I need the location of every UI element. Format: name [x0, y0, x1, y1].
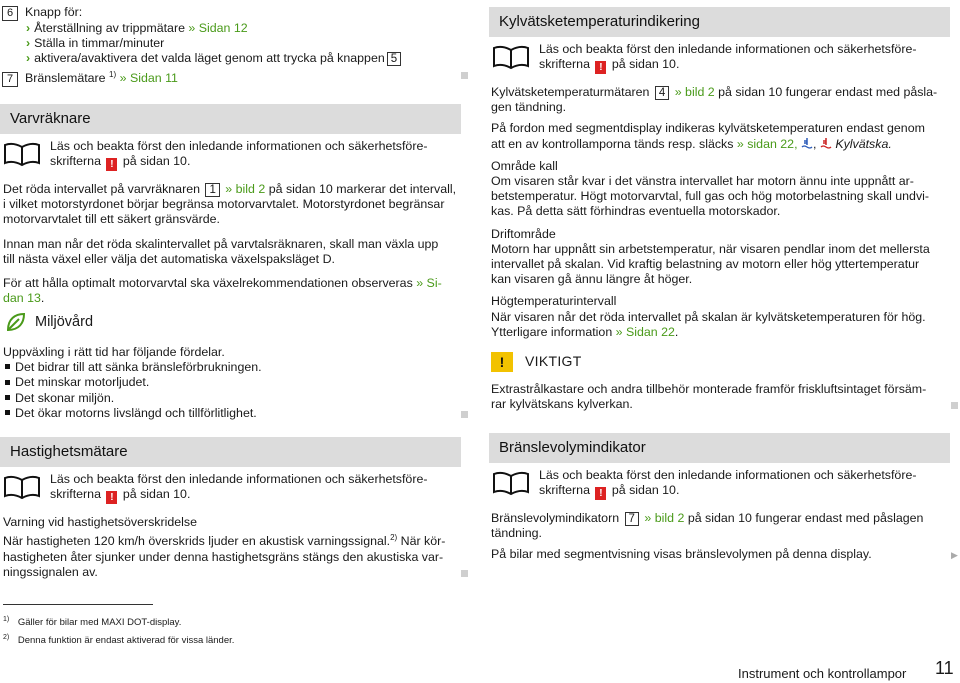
notice-text: Läs och beakta först den inledande informationen och säkerhetsföre- — [539, 468, 917, 482]
page-link[interactable]: » sidan 22, — [736, 136, 798, 151]
body-text: på sidan 10 markerar det intervall, — [268, 182, 457, 196]
hastighet-body — [3, 515, 468, 580]
section-end-marker — [951, 402, 958, 409]
body-text: Det röda intervallet på varvräknaren — [3, 182, 200, 196]
page-number: 11 — [935, 658, 954, 678]
section-heading-bransle: Bränslevolymindikator — [489, 433, 950, 463]
bullet — [5, 395, 10, 400]
chevron-right-icon: › — [26, 36, 31, 50]
body-text: kas. På detta sätt förhindras eventuella motorskador. — [491, 204, 781, 219]
legend-key-7: 7 — [2, 72, 18, 87]
figure-ref-box: 4 — [655, 86, 669, 100]
page-link[interactable]: » Sidan 22 — [615, 324, 675, 339]
caution-icon: ! — [491, 352, 513, 372]
notice-text: Läs och beakta först den inledande informationen och säkerhetsföre- — [50, 472, 428, 486]
body-text: När kör- — [400, 534, 446, 549]
section-end-marker — [461, 72, 468, 79]
subheading: Varning vid hastighetsöverskridelse — [3, 515, 197, 529]
footer-section-title: Instrument och kontrollampor — [738, 666, 907, 681]
warning-icon: ! — [595, 61, 606, 74]
warning-icon: ! — [106, 491, 117, 504]
body-text: Ytterligare information — [491, 324, 613, 339]
section-heading-hastighetsmatare: Hastighetsmätare — [0, 437, 461, 467]
warning-icon: ! — [106, 158, 117, 171]
notice-text: Läs och beakta först den inledande informationen och säkerhetsföre- — [50, 139, 428, 153]
body-text: ningssignalen av. — [3, 564, 98, 579]
body-text: motorvarvtalet till ett säkert gränsvärde. — [3, 212, 220, 227]
section-heading-miljovard: Miljövård — [35, 314, 94, 330]
list-item-text: Det minskar motorljudet. — [15, 375, 150, 390]
notice-text: skrifterna — [539, 483, 590, 498]
body-text: . — [674, 324, 679, 339]
body-text: Innan man når det röda skalintervallet på varvtalsräknaren, skall man växla upp — [3, 236, 439, 251]
body-text: På bilar med segmentvisning visas bränslevolymen på denna display. — [491, 547, 872, 562]
continue-arrow-icon: ▶ — [951, 550, 958, 561]
warning-box — [491, 352, 953, 412]
coolant-red-icon — [820, 137, 832, 150]
environment-block — [3, 311, 468, 421]
book-icon — [3, 474, 41, 500]
safety-notice — [0, 139, 470, 171]
figure-link[interactable]: » bild 2 — [225, 182, 266, 196]
body-text: Bränslevolymindikatorn — [491, 511, 620, 525]
footnote-mark: 1) — [3, 616, 10, 623]
footnote-text: Gäller för bilar med MAXI DOT-display. — [17, 617, 182, 629]
chevron-right-icon: › — [26, 21, 31, 35]
book-icon — [492, 44, 530, 70]
list-item-text: Det skonar miljön. — [15, 390, 115, 405]
body-text: tändning. — [491, 526, 542, 541]
legend-list — [2, 5, 472, 86]
list-item — [3, 360, 468, 375]
notice-text: på sidan 10. — [122, 154, 191, 169]
footnote-ref: 1) — [109, 70, 117, 79]
coolant-blue-icon — [801, 137, 813, 150]
bullet — [5, 410, 10, 415]
body-text: rar kylvätskans kylverkan. — [491, 397, 633, 412]
body-text: . — [40, 291, 45, 306]
notice-text: Läs och beakta först den inledande informationen och säkerhetsföre- — [539, 42, 917, 56]
section-end-marker — [461, 570, 468, 577]
body-text: kan visaren gå ännu längre åt höger. — [491, 272, 693, 287]
page-link[interactable]: » Sidan 12 — [188, 21, 248, 35]
footnotes — [3, 613, 234, 647]
list-item-text: Det bidrar till att sänka bränsleförbrukningen. — [15, 360, 262, 375]
bransle-body — [491, 511, 958, 563]
footnote-ref: 2) — [390, 533, 398, 543]
legend-label-7: Bränslemätare — [25, 71, 106, 86]
footnote-mark: 2) — [3, 634, 10, 642]
varvraknare-body — [3, 182, 468, 306]
list-item — [3, 391, 468, 406]
page-link[interactable]: » Sidan 11 — [119, 71, 178, 86]
body-text: Kylvätska. — [835, 136, 892, 151]
section-heading-varvraknare: Varvräknare — [0, 104, 461, 134]
bullet — [5, 380, 10, 385]
notice-text: skrifterna — [50, 487, 101, 502]
notice-text: på sidan 10. — [611, 57, 680, 72]
legend-label-6: Knapp för: — [25, 5, 83, 19]
notice-text: skrifterna — [50, 154, 101, 169]
warning-icon: ! — [595, 487, 606, 500]
safety-notice — [0, 472, 470, 504]
body-text: Kylvätsketemperaturmätaren — [491, 85, 650, 99]
body-text: När hastigheten 120 km/h överskrids ljuder en akustisk varningssignal. — [3, 534, 391, 549]
section-heading-kylvatske: Kylvätsketemperaturindikering — [489, 7, 950, 37]
list-item-text: Det ökar motorns livslängd och tillförlitlighet. — [15, 405, 257, 420]
figure-ref-box: 1 — [205, 183, 219, 197]
legend-item: Återställning av trippmätare — [34, 21, 185, 35]
body-text: intervallet på skalan. Vid kraftig belastning av motorn eller hög yttertemperatur — [491, 257, 920, 272]
footnote-rule — [3, 604, 153, 605]
bullet — [5, 364, 10, 369]
body-text: Motorn har uppnått sin arbetstemperatur, när visaren pendlar inom det mellersta — [491, 241, 930, 256]
body-text: i vilket motorstyrdonet börjar begränsa motorvarvtalet. Motorstyrdonet begränsar — [3, 197, 445, 212]
body-text: På fordon med segmentdisplay indikeras kylvätsketemperaturen endast genom — [491, 121, 925, 136]
list-item — [3, 406, 468, 421]
safety-notice — [489, 42, 960, 74]
warning-title: VIKTIGT — [525, 353, 582, 369]
page-link[interactable]: dan 13 — [3, 291, 41, 306]
safety-notice — [489, 468, 960, 500]
notice-text: på sidan 10. — [122, 487, 191, 502]
body-text: hastigheten åter sjunker under denna hastighetsgräns stängs den akustiska var- — [3, 549, 444, 564]
body-text: betstemperatur. Högt motorvarvtal, full gas och hög motorbelastning skall undvi- — [491, 189, 930, 204]
body-text: att en av kontrollamporna tänds resp. släcks — [491, 136, 734, 151]
body-text: till nästa växel eller välja det automatiska växelspaksläget D. — [3, 251, 335, 266]
body-text: Uppväxling i rätt tid har följande fördelar. — [3, 345, 225, 359]
chevron-right-icon: › — [26, 51, 31, 65]
subheading: Område kall — [491, 158, 558, 173]
notice-text: skrifterna — [539, 57, 590, 72]
figure-link[interactable]: » bild 2 — [644, 511, 685, 525]
legend-key-6: 6 — [2, 6, 18, 21]
notice-text: på sidan 10. — [611, 483, 680, 498]
section-end-marker — [461, 411, 468, 418]
legend-item: Ställa in timmar/minuter — [34, 36, 165, 50]
figure-ref-box: 7 — [625, 512, 639, 526]
figure-ref-box: 5 — [387, 52, 401, 66]
book-icon — [492, 470, 530, 496]
body-text: på sidan 10 fungerar endast med påsla- — [718, 85, 938, 99]
book-icon — [3, 141, 41, 167]
body-text: på sidan 10 fungerar endast med påslagen — [687, 511, 924, 525]
footnote-text: Denna funktion är endast aktiverad för vissa länder. — [17, 635, 235, 647]
body-text: Extrastrålkastare och andra tillbehör monterade framför friskluftsintaget försäm- — [491, 382, 927, 396]
body-text: När visaren når det röda intervallet på skalan är kylvätsketemperaturen för hög. — [491, 309, 926, 324]
page-link[interactable]: » Si- — [416, 276, 442, 291]
subheading: Högtemperaturintervall — [491, 294, 617, 309]
kylvatske-body: Kylvätsketemperaturmätaren 4 » bild 2 på sidan 10 fungerar endast med påsla- gen tändning. På fordon med segmentdisplay indikeras kylvätsketemperaturen endast genom att en av kontrollamporna tänds resp. släcks » sidan 22, , Kylvätska. Område kall Om visaren står kvar i det vänstra intervallet har motorn ännu inte uppnått ar- betstemperatur. Högt motorvarvtal, full gas och hög motorbelastning skall undvi- kas. På detta sätt förhindras eventuella motorskador. Driftområde Motorn har uppnått sin arbetstemperatur, när visaren pendlar inom det mellersta intervallet på skalan. Vid kraftig belastning av motorn eller hög yttertemperatur kan visaren gå ännu längre åt höger. Högtemperaturintervall När visaren når det röda intervallet på skalan är kylvätsketemperaturen för hög. Ytterligare information » Sidan 22. — [491, 85, 953, 340]
list-item — [3, 375, 468, 390]
leaf-icon — [5, 311, 27, 333]
body-text: gen tändning. — [491, 100, 567, 115]
figure-link[interactable]: » bild 2 — [674, 85, 715, 99]
body-text: För att hålla optimalt motorvarvtal ska växelrekommendationen observeras — [3, 276, 413, 291]
subheading: Driftområde — [491, 226, 556, 241]
body-text: Om visaren står kvar i det vänstra intervallet har motorn ännu inte uppnått ar- — [491, 174, 914, 189]
legend-item: aktivera/avaktivera det valda läget genom att trycka på knappen — [34, 51, 385, 65]
